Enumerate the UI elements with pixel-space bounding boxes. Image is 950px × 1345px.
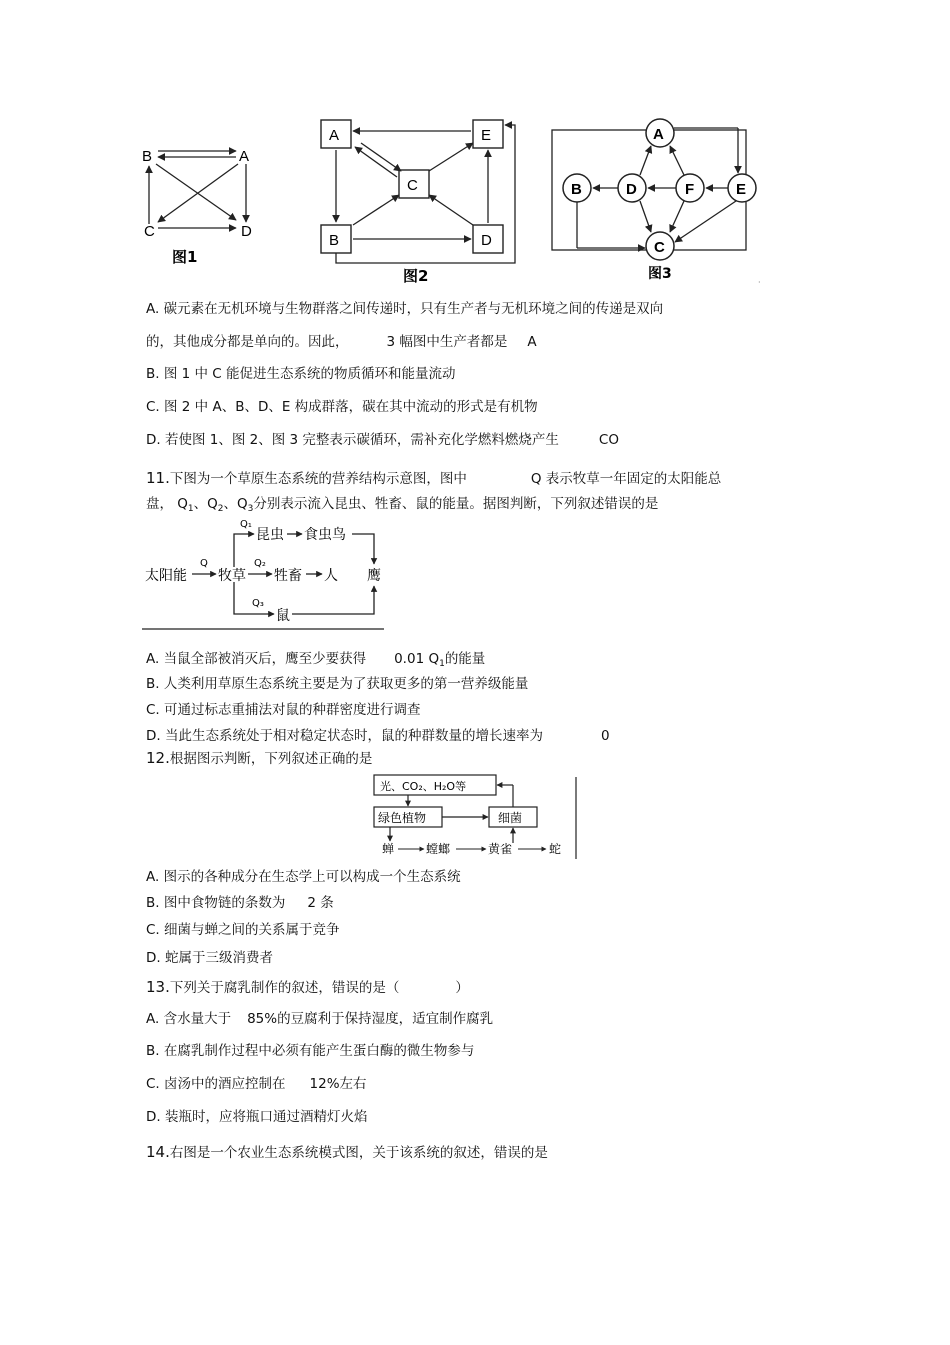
q13-number: 13.: [146, 978, 170, 996]
q12-cicada-label: 蝉: [382, 842, 395, 856]
fig2-node-e: E: [481, 127, 492, 144]
fig1-node-c: C: [144, 223, 155, 240]
q11-food-web-diagram: [142, 512, 392, 632]
q11-option-a: A. 当鼠全部被消灭后，鹰至少要获得 0.01 $Q_1$的能量: [146, 651, 486, 669]
q12-env-label: 光、CO₂、H₂O等: [380, 780, 467, 793]
q10-option-a-line1: A. 碳元素在无机环境与生物群落之间传递时，只有生产者与无机环境之间的传递是双向: [146, 301, 664, 317]
q12-bacteria-label: 细菌: [498, 811, 523, 825]
q11-stem-line2: 盘， $Q_1$、$Q_2$、$Q_3$分别表示流入昆虫、牲畜、鼠的能量。据图判断，下列叙述错误的是: [146, 496, 659, 514]
q11-bird-label: 食虫鸟: [304, 527, 346, 543]
q10-option-d: D. 若使图 1、图 2、图 3 完整表示碳循环，需补充化学燃料燃烧产生 CO: [146, 432, 619, 448]
q12-stem: 12.根据图示判断，下列叙述正确的是: [146, 749, 373, 767]
q11-q3-label: Q₃: [252, 598, 264, 609]
fig1-node-b: B: [142, 148, 153, 165]
scan-mark: ·: [758, 278, 761, 287]
fig1-node-a: A: [239, 148, 250, 165]
q11-sun-label: 太阳能: [145, 568, 187, 584]
q13-option-d: D. 装瓶时，应将瓶口通过酒精灯火焰: [146, 1109, 368, 1125]
q12-option-c: C. 细菌与蝉之间的关系属于竞争: [146, 922, 340, 938]
q13-stem: 13.下列关于腐乳制作的叙述，错误的是（ ）: [146, 978, 469, 996]
fig3-node-e: E: [736, 181, 747, 198]
fig1-caption: 图1: [172, 248, 198, 266]
q13-option-b: B. 在腐乳制作过程中必须有能产生蛋白酶的微生物参与: [146, 1043, 475, 1059]
q11-grass-label: 牧草: [218, 568, 246, 584]
q11-number: 11.: [146, 469, 170, 487]
q12-option-a: A. 图示的各种成分在生态学上可以构成一个生态系统: [146, 869, 461, 885]
q13-option-c: C. 卤汤中的酒应控制在 12%左右: [146, 1076, 367, 1092]
q11-stem-line1: 11.下图为一个草原生态系统的营养结构示意图，图中 Q 表示牧草一年固定的太阳能总: [146, 469, 722, 487]
fig3-node-a: A: [653, 126, 664, 143]
fig2-caption: 图2: [403, 267, 429, 285]
q12-plant-label: 绿色植物: [378, 811, 427, 825]
fig3-caption: 图3: [648, 266, 672, 282]
fig2-node-d: D: [481, 232, 492, 249]
fig2-node-c: C: [407, 177, 418, 194]
q12-snake-label: 蛇: [549, 842, 562, 856]
q10-option-a-line2: 的，其他成分都是单向的。因此， 3 幅图中生产者都是 A: [146, 334, 537, 350]
q12-option-b: B. 图中食物链的条数为 2 条: [146, 895, 334, 911]
fig2-node-b: B: [329, 232, 340, 249]
q12-oriole-label: 黄雀: [488, 842, 513, 856]
q11-insect-label: 昆虫: [256, 527, 284, 543]
q11-livestock-label: 牲畜: [274, 568, 302, 584]
fig3-node-f: F: [685, 181, 695, 198]
q11-option-b: B. 人类利用草原生态系统主要是为了获取更多的第一营养级能量: [146, 676, 529, 692]
q12-mantis-label: 螳螂: [426, 842, 451, 856]
q12-ecosystem-diagram: [368, 773, 583, 861]
fig2-node-a: A: [329, 127, 340, 144]
q11-option-c: C. 可通过标志重捕法对鼠的种群密度进行调查: [146, 702, 421, 718]
q14-stem: 14.右图是一个农业生态系统模式图，关于该系统的叙述，错误的是: [146, 1143, 548, 1161]
fig3-node-c: C: [654, 239, 665, 256]
q12-option-d: D. 蛇属于三级消费者: [146, 950, 273, 966]
q12-number: 12.: [146, 749, 170, 767]
q11-hawk-label: 鹰: [367, 568, 381, 584]
q14-number: 14.: [146, 1143, 170, 1161]
q11-option-d: D. 当此生态系统处于相对稳定状态时，鼠的种群数量的增长速率为 0: [146, 728, 610, 744]
q13-option-a: A. 含水量大于 85%的豆腐利于保持湿度，适宜制作腐乳: [146, 1011, 494, 1027]
q11-q-label: Q: [200, 558, 208, 569]
figure-3-diagram: [548, 118, 768, 283]
fig1-node-d: D: [241, 223, 252, 240]
q11-human-label: 人: [324, 568, 338, 584]
q11-q2-label: Q₂: [254, 558, 266, 569]
figure-2-diagram: [315, 115, 525, 285]
fig3-node-d: D: [626, 181, 637, 198]
q10-option-b: B. 图 1 中 C 能促进生态系统的物质循环和能量流动: [146, 366, 456, 382]
q11-mouse-label: 鼠: [276, 608, 290, 624]
figure-1-diagram: [140, 140, 270, 270]
fig3-node-b: B: [571, 181, 582, 198]
q11-q1-label: Q₁: [240, 519, 252, 530]
q10-option-c: C. 图 2 中 A、B、D、E 构成群落，碳在其中流动的形式是有机物: [146, 399, 538, 415]
